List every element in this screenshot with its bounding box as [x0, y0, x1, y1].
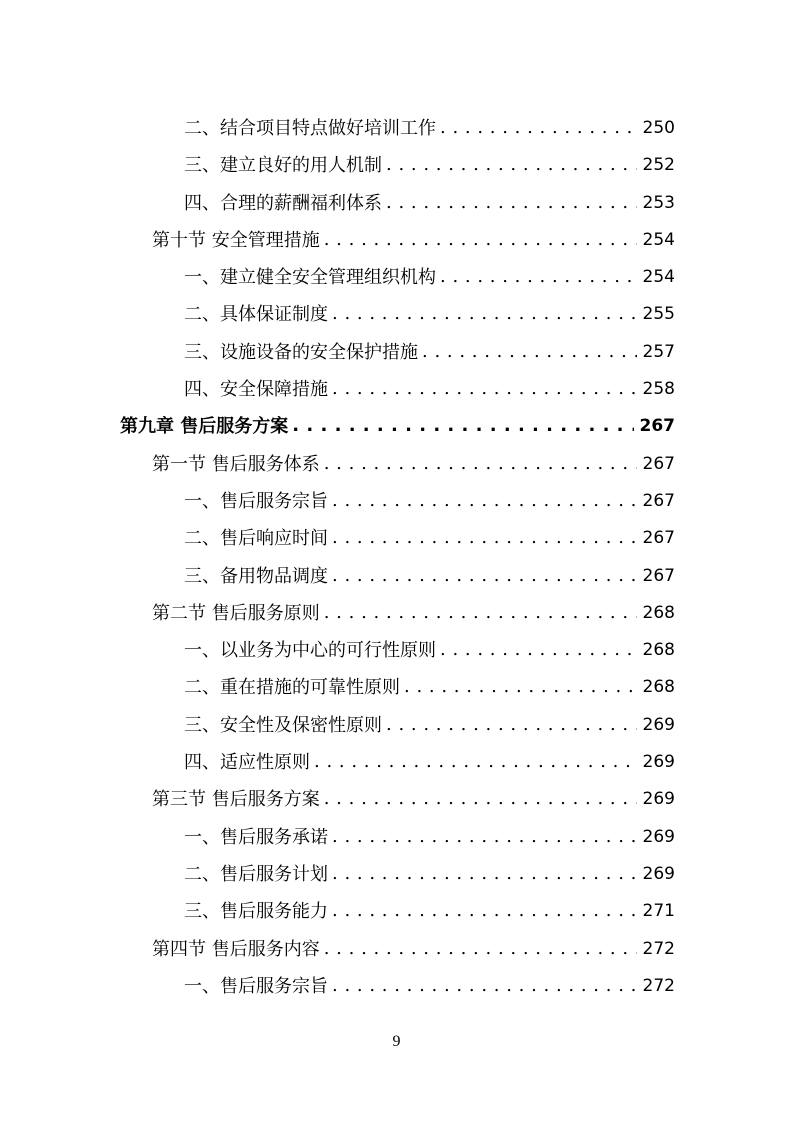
toc-dot-leader: [332, 295, 637, 332]
toc-entry-item: [120, 707, 675, 744]
toc-dot-leader: [324, 780, 637, 817]
toc-dot-leader: [332, 370, 637, 407]
toc-entry-title: 三、设施设备的安全保护措施: [184, 341, 418, 363]
toc-entry-page: 272: [642, 975, 675, 996]
toc-entry-title: 四、合理的薪酬福利体系: [184, 192, 382, 214]
toc-dot-leader: [404, 668, 637, 705]
toc-dot-leader: [440, 258, 637, 295]
toc-entry-page: 267: [639, 416, 675, 437]
toc-dot-leader: [332, 892, 637, 929]
toc-entry-title: 一、以业务为中心的可行性原则: [184, 640, 436, 662]
toc-dot-leader: [332, 818, 637, 855]
toc-entry-page: 257: [642, 341, 675, 362]
toc-entry-item: [120, 520, 675, 557]
toc-entry-section: [120, 931, 675, 968]
toc-entry-title: 二、具体保证制度: [184, 304, 328, 326]
toc-entry-item: [120, 819, 675, 856]
toc-entry-title: 第一节 售后服务体系: [152, 453, 320, 475]
toc-dot-leader: [332, 519, 637, 556]
toc-entry-page: 254: [642, 267, 675, 288]
toc-entry-title: 四、安全保障措施: [184, 379, 328, 401]
toc-entry-title: 四、适应性原则: [184, 752, 310, 774]
toc-entry-page: 252: [642, 155, 675, 176]
toc-entry-section: [120, 781, 675, 818]
toc-dot-leader: [332, 967, 637, 1004]
toc-entry-item: [120, 371, 675, 408]
toc-dot-leader: [386, 146, 637, 183]
toc-dot-leader: [292, 407, 633, 444]
toc-entry-title: 三、售后服务能力: [184, 901, 328, 923]
toc-entry-title: 二、结合项目特点做好培训工作: [184, 118, 436, 139]
toc-entry-title: 一、售后服务宗旨: [184, 975, 328, 997]
toc-entry-page: 271: [642, 901, 675, 922]
toc-entry-item: [120, 483, 675, 520]
toc-entry-page: 268: [642, 640, 675, 661]
toc-entry-page: 267: [642, 490, 675, 511]
toc-entry-page: 269: [642, 863, 675, 884]
page-number: 9: [392, 1033, 401, 1050]
toc-dot-leader: [324, 930, 637, 967]
toc-entry-section: [120, 446, 675, 483]
toc-entry-item: [120, 856, 675, 893]
toc-entry-title: 三、备用物品调度: [184, 565, 328, 587]
toc-entry-page: 269: [642, 789, 675, 810]
toc-entry-title: 三、建立良好的用人机制: [184, 155, 382, 177]
toc-entry-item: [120, 296, 675, 333]
toc-entry-section: [120, 222, 675, 259]
toc-entry-title: 第三节 售后服务方案: [152, 789, 320, 811]
toc-entry-page: 269: [642, 714, 675, 735]
toc-dot-leader: [314, 743, 637, 780]
toc-dot-leader: [386, 706, 637, 743]
toc-dot-leader: [422, 333, 637, 370]
toc-entry-item: [120, 147, 675, 184]
toc-entry-page: 269: [642, 752, 675, 773]
toc-entry-item: [120, 893, 675, 930]
toc-entry-page: 268: [642, 602, 675, 623]
toc-dot-leader: [332, 557, 637, 594]
toc-dot-leader: [386, 184, 637, 221]
toc-entry-item: [120, 744, 675, 781]
toc-entry-chapter: [120, 408, 675, 445]
toc-dot-leader: [332, 482, 637, 519]
toc-entry-title: 一、建立健全安全管理组织机构: [184, 267, 436, 289]
toc-entry-page: 267: [642, 528, 675, 549]
toc-entry-page: 267: [642, 453, 675, 474]
table-of-contents: [120, 110, 675, 1005]
toc-entry-page: 258: [642, 379, 675, 400]
toc-entry-item: [120, 669, 675, 706]
toc-entry-title: 二、重在措施的可靠性原则: [184, 677, 400, 699]
toc-entry-title: 第四节 售后服务内容: [152, 938, 320, 960]
toc-entry-title: 二、售后响应时间: [184, 528, 328, 550]
toc-entry-page: 269: [642, 826, 675, 847]
toc-entry-item: [120, 110, 675, 147]
toc-entry-item: [120, 558, 675, 595]
toc-entry-title: 第九章 售后服务方案: [120, 416, 289, 438]
toc-dot-leader: [440, 631, 637, 668]
toc-entry-page: 267: [642, 565, 675, 586]
toc-entry-title: 二、售后服务计划: [184, 863, 328, 885]
toc-entry-title: 第二节 售后服务原则: [152, 602, 320, 624]
toc-entry-item: [120, 334, 675, 371]
toc-entry-page: 253: [642, 192, 675, 213]
toc-entry-page: 272: [642, 938, 675, 959]
toc-entry-item: [120, 185, 675, 222]
toc-dot-leader: [324, 445, 637, 482]
toc-entry-title: 第十节 安全管理措施: [152, 229, 320, 251]
toc-dot-leader: [324, 594, 637, 631]
toc-entry-title: 三、安全性及保密性原则: [184, 714, 382, 736]
toc-entry-page: 255: [642, 304, 675, 325]
toc-entry-item: [120, 259, 675, 296]
toc-dot-leader: [332, 855, 637, 892]
toc-entry-title: 一、售后服务宗旨: [184, 490, 328, 512]
toc-entry-section: [120, 595, 675, 632]
toc-dot-leader: [440, 109, 637, 146]
toc-entry-page: 268: [642, 677, 675, 698]
toc-entry-page: 250: [642, 118, 675, 138]
toc-entry-page: 254: [642, 229, 675, 250]
toc-dot-leader: [324, 221, 637, 258]
toc-entry-title: 一、售后服务承诺: [184, 826, 328, 848]
toc-entry-item: [120, 968, 675, 1005]
toc-entry-item: [120, 632, 675, 669]
